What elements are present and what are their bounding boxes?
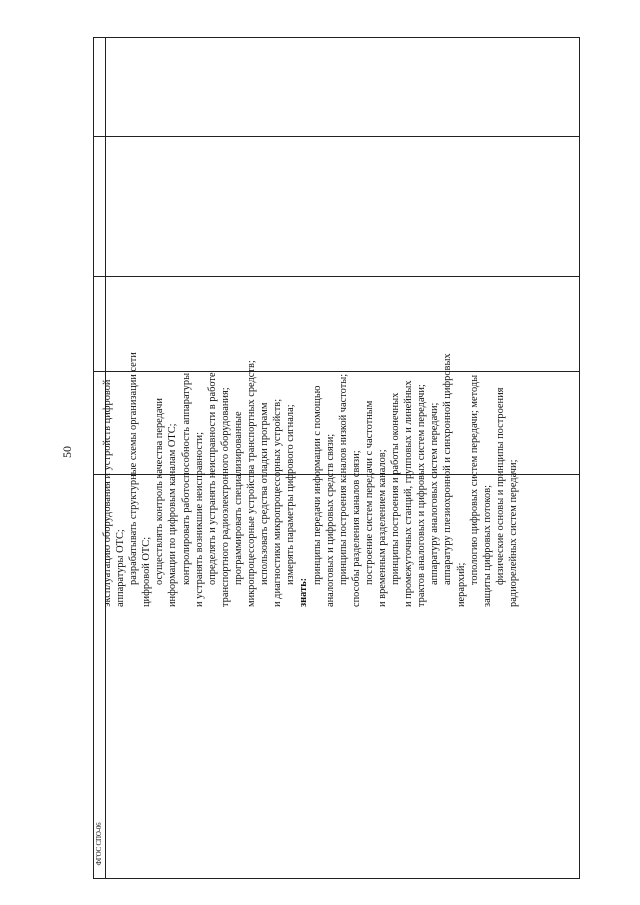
text-line: контролировать работоспособность аппаратуры — [180, 372, 192, 585]
text-line: и диагностики микропроцессорных устройств; — [272, 398, 284, 607]
text-line: эксплуатацию оборудования и устройств цифровой — [102, 379, 113, 607]
text-line: трактов аналоговых и цифровых систем передачи; — [416, 384, 428, 607]
text-line: использовать средства отладки программ — [259, 402, 271, 585]
text-line: микропроцессорные устройства транспортных средств; — [246, 360, 258, 607]
text-line: построение систем передачи с частотным — [363, 400, 375, 585]
text-line: информации по цифровым каналам ОТС; — [167, 423, 179, 607]
text-line: программировать специализированные — [232, 411, 244, 585]
text-line: транспортного радиоэлектронного оборудования; — [219, 387, 231, 607]
text-line: цифровой ОТС; — [141, 536, 153, 607]
text-line: осуществлять контроль качества передачи — [154, 398, 166, 585]
text-line: измерять параметры цифрового сигнала; — [285, 404, 297, 585]
text-line: защиты цифровых потоков; — [481, 484, 493, 607]
curriculum-table — [93, 37, 580, 879]
section-label: знать: — [298, 577, 310, 607]
text-line: иерархий; — [455, 562, 467, 607]
competency-text-cell — [101, 137, 519, 607]
text-line: принципы передачи информации с помощью — [311, 385, 323, 585]
text-line: и промежуточных станций, групповых и линейных — [403, 380, 415, 607]
text-line: топологию цифровых систем передачи; методы — [468, 374, 480, 585]
footer-code: ФГОС СПО-06 — [95, 822, 103, 866]
text-line: разрабатывать структурные схемы организации сети — [128, 352, 140, 585]
text-line: принципы построения и работы оконечных — [390, 392, 402, 585]
text-line: аппаратуру плезиохронной и синхронной цифровых — [442, 353, 454, 585]
page-number: 50 — [60, 446, 74, 458]
text-line: принципы построения каналов низкой частоты; — [337, 373, 349, 585]
text-line: способы разделения каналов связи; — [350, 450, 362, 607]
text-line: и временным разделением каналов; — [376, 449, 388, 607]
text-line: физические основы и принципы построения — [494, 387, 506, 585]
text-line: аналоговых и цифровых средств связи; — [324, 433, 336, 607]
text-line: определять и устранять неисправности в работе — [206, 372, 218, 585]
text-line: аппаратуру аналоговых систем передачи; — [429, 402, 441, 585]
text-line: и устранять возникшие неисправности; — [193, 432, 205, 607]
text-line: аппаратуры ОТС; — [115, 529, 127, 607]
text-line: радиорелейных систем передачи; — [507, 459, 519, 607]
